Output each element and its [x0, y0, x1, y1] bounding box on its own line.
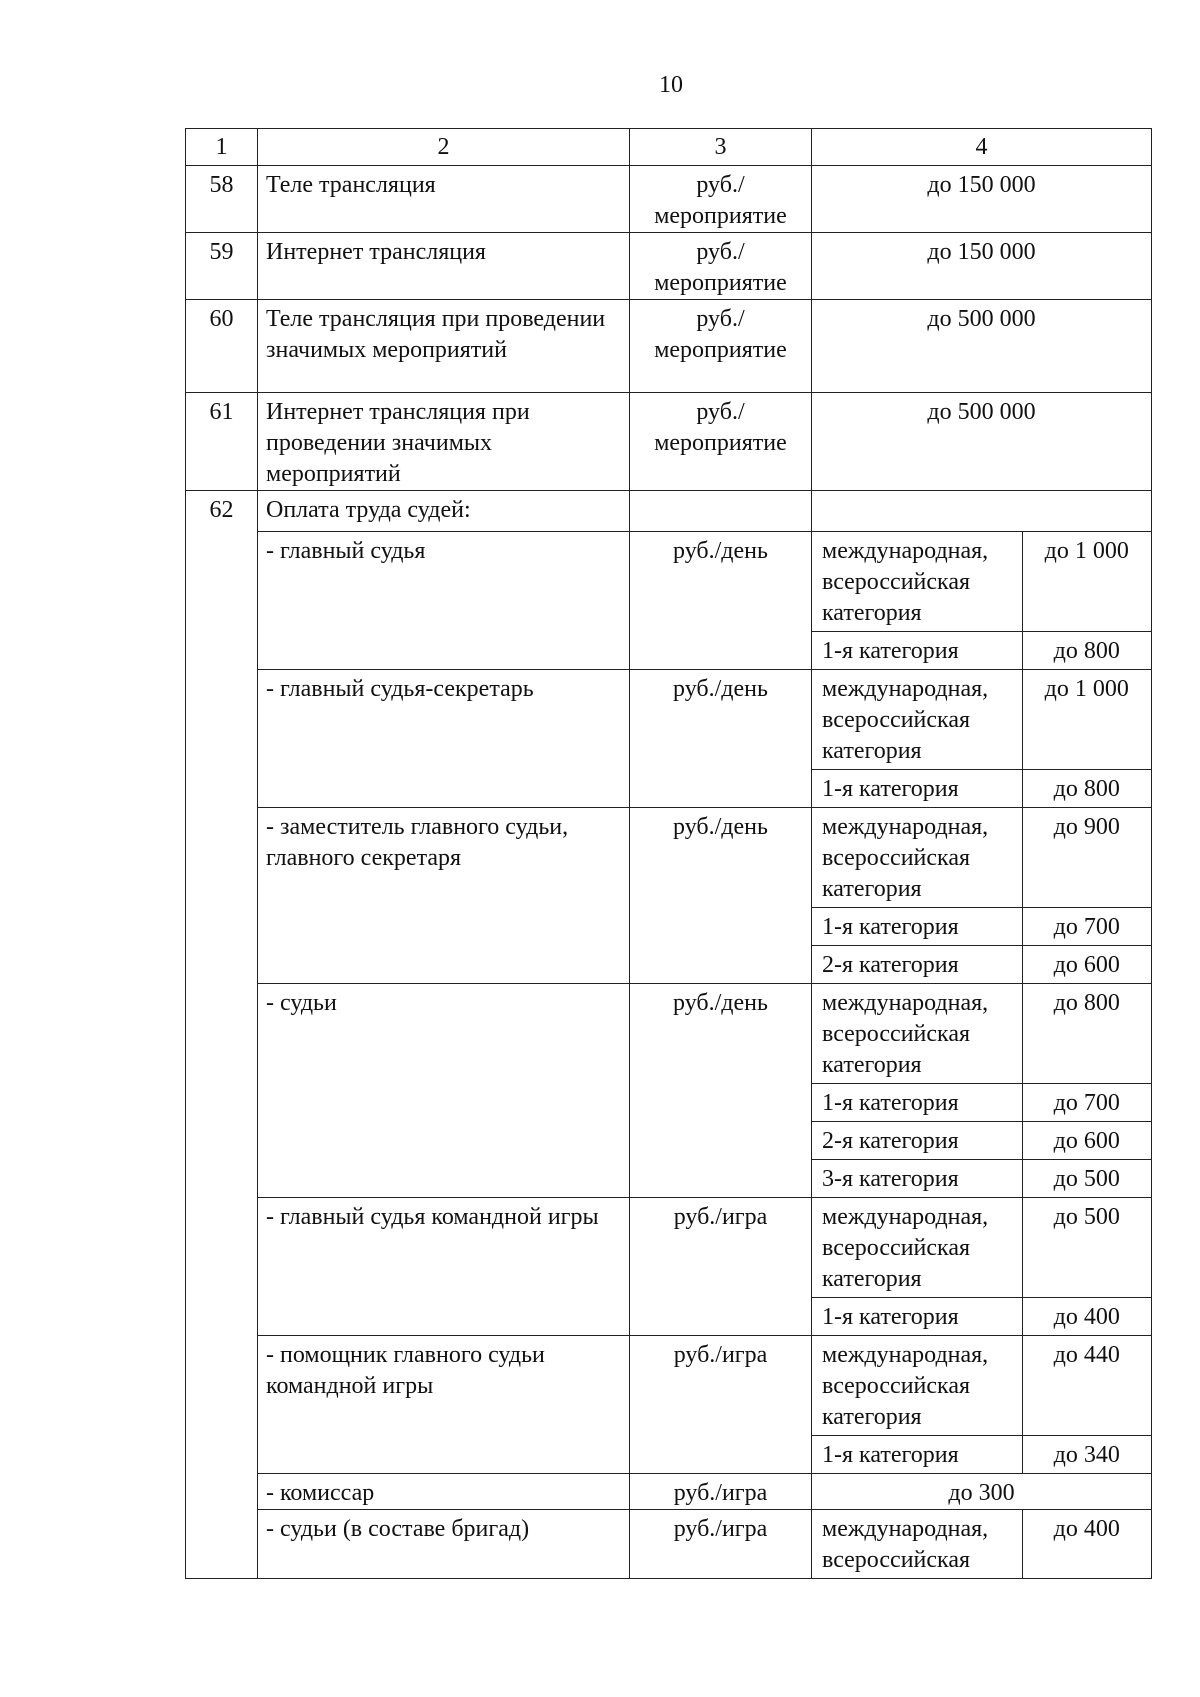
category-rate: до 500 [1022, 1160, 1151, 1198]
row-unit: руб./ мероприятие [630, 233, 812, 300]
judge-role-row [186, 670, 1152, 808]
category-row [812, 1198, 1151, 1298]
category-rate: до 800 [1022, 984, 1151, 1084]
row-value: до 150 000 [812, 166, 1152, 233]
judge-role-row [186, 532, 1152, 670]
category-table [812, 1198, 1151, 1335]
judge-role-rates [812, 532, 1152, 670]
row-unit [630, 491, 812, 532]
category-rate: до 1 000 [1022, 532, 1151, 632]
category-rate: до 1 000 [1022, 670, 1151, 770]
category-rate: до 400 [1022, 1510, 1151, 1578]
category-label: 2-я категория [812, 1122, 1022, 1160]
header-cell: 1 [186, 129, 258, 166]
judge-role-row [186, 1510, 1152, 1579]
category-rate: до 600 [1022, 946, 1151, 984]
category-row [812, 1160, 1151, 1198]
category-label: международная, всероссийская категория [812, 984, 1022, 1084]
judge-role-rates [812, 670, 1152, 808]
page-number: 10 [659, 72, 683, 98]
judge-role-unit: руб./день [630, 532, 812, 670]
row-name: Интернет трансляция при проведении значимых мероприятий [258, 393, 630, 491]
category-rate: до 900 [1022, 808, 1151, 908]
row-name: Теле трансляция [258, 166, 630, 233]
category-row [812, 1510, 1151, 1578]
category-label: 1-я категория [822, 638, 959, 664]
row-number: 61 [186, 393, 258, 491]
category-row [812, 808, 1151, 908]
category-label: международная, всероссийская категория [812, 808, 1022, 908]
row-number: 59 [186, 233, 258, 300]
category-rate: до 600 [1022, 1122, 1151, 1160]
category-table [812, 808, 1151, 983]
judge-role-name: - комиссар [258, 1474, 630, 1510]
row-number: 62 [186, 491, 258, 1579]
category-row [812, 1336, 1151, 1436]
header-row [186, 129, 1152, 166]
judge-role-row [186, 1474, 1152, 1510]
judge-role-unit: руб./игра [630, 1198, 812, 1336]
category-table [812, 532, 1151, 669]
table-row [186, 491, 1152, 532]
category-label: 1-я категория [812, 1084, 1022, 1122]
row-unit: руб./ мероприятие [630, 393, 812, 491]
category-row [812, 532, 1151, 632]
row-number: 60 [186, 300, 258, 393]
header-cell: 4 [812, 129, 1152, 166]
judge-role-name: - главный судья-секретарь [258, 670, 630, 808]
rate-value: до 300 [948, 1480, 1015, 1506]
table-row [186, 166, 1152, 233]
category-label: 1-я категория [822, 776, 959, 802]
category-label: международная, всероссийская категория [812, 532, 1022, 632]
judge-role-unit: руб./игра [630, 1474, 812, 1510]
category-rate: до 340 [1022, 1436, 1151, 1474]
category-row [812, 670, 1151, 770]
table-row [186, 233, 1152, 300]
header-cell: 2 [258, 129, 630, 166]
category-row [812, 1084, 1151, 1122]
category-table [812, 1336, 1151, 1473]
category-rate: до 800 [1022, 632, 1151, 670]
row-value: до 500 000 [812, 300, 1152, 393]
category-label: международная, всероссийская категория [812, 1336, 1022, 1436]
row-unit: руб./ мероприятие [630, 300, 812, 393]
category-label: 1-я категория [822, 1442, 959, 1468]
category-row [812, 1122, 1151, 1160]
judge-role-name: - судьи [258, 984, 630, 1198]
category-label: международная, всероссийская категория [812, 670, 1022, 770]
category-table [812, 670, 1151, 807]
judge-role-name: - заместитель главного судьи, главного секретаря [258, 808, 630, 984]
category-label: 1-я категория [822, 1304, 959, 1330]
table-row [186, 300, 1152, 393]
category-row [812, 1436, 1151, 1474]
judge-role-unit: руб./день [630, 984, 812, 1198]
row-number: 58 [186, 166, 258, 233]
category-row [812, 908, 1151, 946]
category-label: 1-я категория [812, 908, 1022, 946]
category-label: международная, всероссийская категория [812, 1198, 1022, 1298]
category-row [812, 1298, 1151, 1336]
judge-role-rates [812, 984, 1152, 1198]
category-rate: до 700 [1022, 1084, 1151, 1122]
category-rate: до 800 [1022, 770, 1151, 808]
judge-role-row [186, 1198, 1152, 1336]
category-label: 3-я категория [822, 1166, 959, 1192]
judge-role-rates [812, 1510, 1152, 1579]
category-label: 2-я категория [822, 952, 959, 978]
category-rate: до 500 [1022, 1198, 1151, 1298]
category-label: международная, всероссийская [822, 1516, 989, 1573]
category-rate: до 700 [1022, 908, 1151, 946]
tariff-table [185, 128, 1152, 1579]
category-table [812, 984, 1151, 1197]
judge-role-unit: руб./игра [630, 1336, 812, 1474]
category-row [812, 770, 1151, 808]
judge-role-rates [812, 1198, 1152, 1336]
row-name: Теле трансляция при проведении значимых мероприятий [258, 300, 630, 393]
judge-role-rates [812, 1336, 1152, 1474]
header-cell: 3 [630, 129, 812, 166]
judge-role-rates [812, 1474, 1152, 1510]
row-value: до 500 000 [812, 393, 1152, 491]
row-name: Интернет трансляция [258, 233, 630, 300]
category-row [812, 946, 1151, 984]
category-row [812, 632, 1151, 670]
judge-role-unit: руб./день [630, 808, 812, 984]
category-rate: до 400 [1022, 1298, 1151, 1336]
row-value [812, 491, 1152, 532]
category-row [812, 984, 1151, 1084]
category-rate: до 440 [1022, 1336, 1151, 1436]
table-row [186, 393, 1152, 491]
judge-role-name: - главный судья [258, 532, 630, 670]
judge-role-name: - главный судья командной игры [258, 1198, 630, 1336]
judge-role-rates [812, 808, 1152, 984]
category-table [812, 1510, 1151, 1578]
judge-role-row [186, 984, 1152, 1198]
judge-role-name: - судьи (в составе бригад) [258, 1510, 630, 1579]
judge-role-name: - помощник главного судьи командной игры [258, 1336, 630, 1474]
row-unit: руб./ мероприятие [630, 166, 812, 233]
judge-role-row [186, 1336, 1152, 1474]
judge-role-unit: руб./день [630, 670, 812, 808]
judge-role-unit: руб./игра [630, 1510, 812, 1579]
judge-role-row [186, 808, 1152, 984]
row-value: до 150 000 [812, 233, 1152, 300]
row-name: Оплата труда судей: [258, 491, 630, 532]
